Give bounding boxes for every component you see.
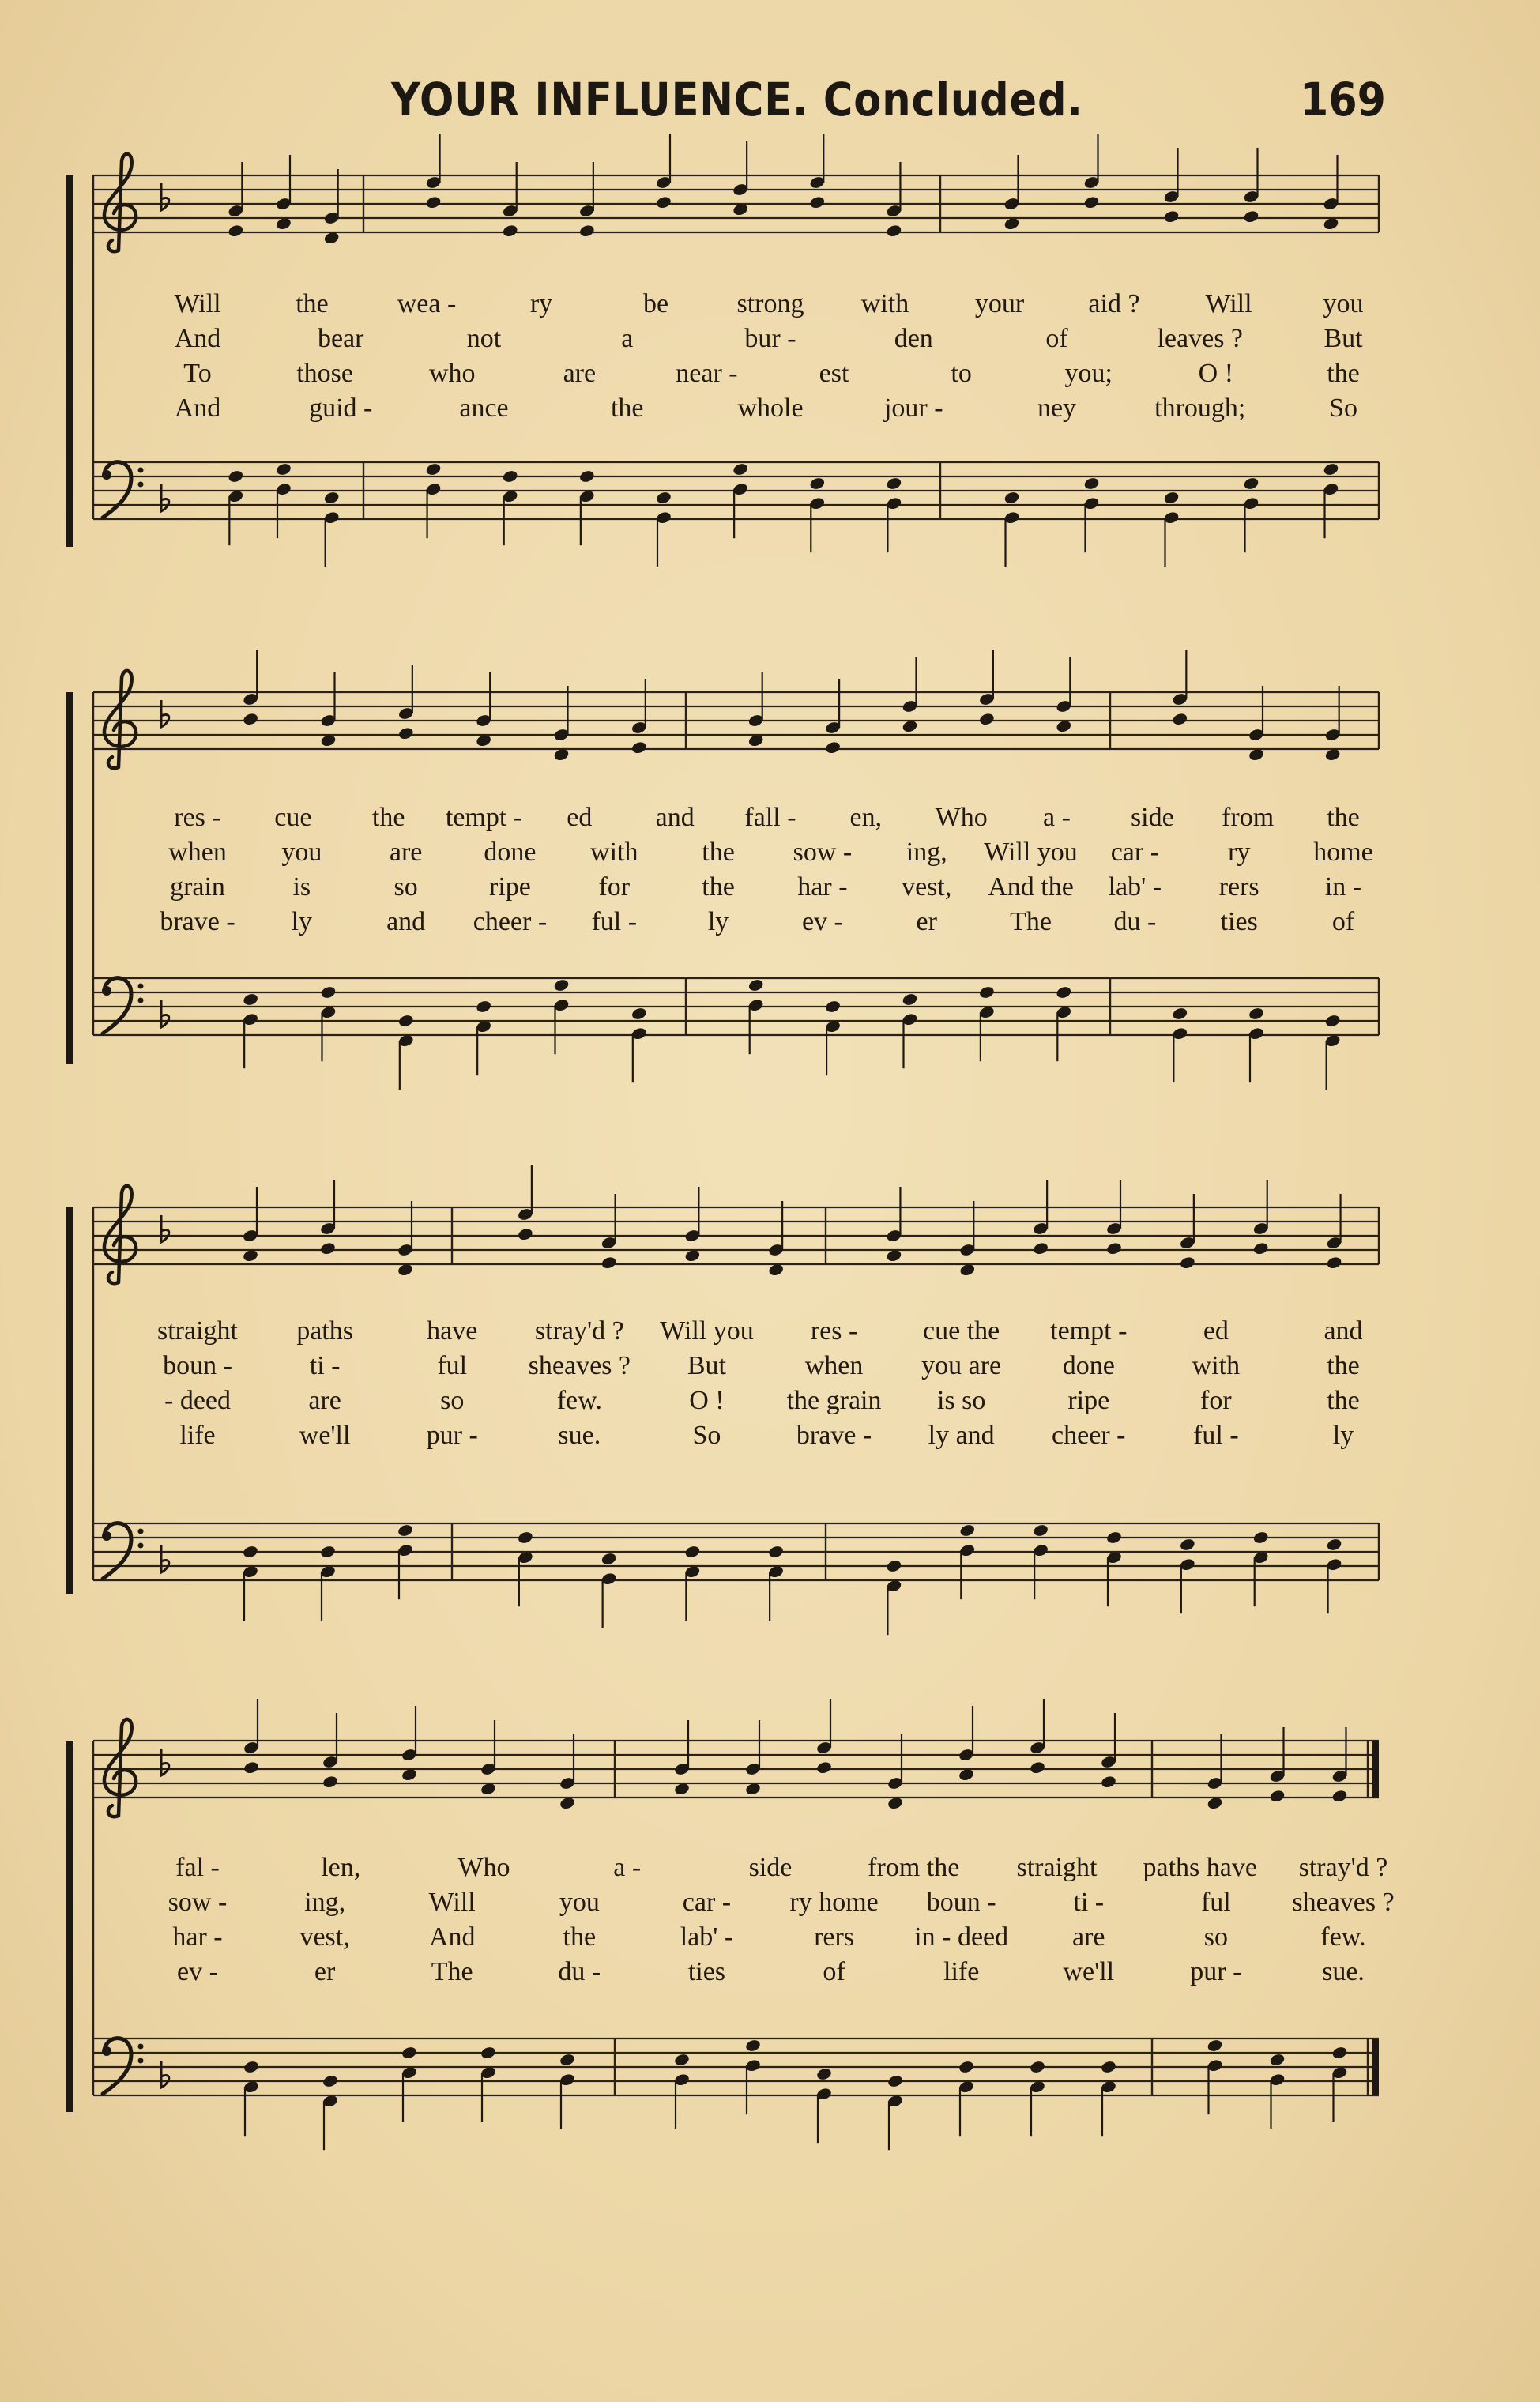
key-signature-flat-icon xyxy=(161,1545,169,1572)
bass-clef-dot xyxy=(138,1543,144,1549)
note-head xyxy=(824,740,841,755)
key-signature-flat-icon xyxy=(161,1749,169,1775)
note-head xyxy=(1326,1256,1342,1270)
lyric-syllable: sow - xyxy=(168,1888,228,1917)
lyric-syllable: the xyxy=(610,393,644,423)
lyric-syllable: vest, xyxy=(902,872,952,902)
lyric-syllable: er xyxy=(314,1957,336,1986)
note-head xyxy=(809,195,826,209)
lyric-syllable: for xyxy=(1200,1386,1232,1415)
page-number: 169 xyxy=(1300,73,1386,126)
note-head xyxy=(1269,1789,1286,1803)
note-head xyxy=(319,1545,336,1559)
lyric-syllable: home xyxy=(1313,838,1373,867)
lyric-syllable: Will you xyxy=(660,1316,754,1346)
lyric-syllable: est xyxy=(819,359,849,388)
note-head xyxy=(1331,1789,1348,1803)
lyric-syllable: whole xyxy=(737,393,804,423)
lyric-syllable: lab' - xyxy=(1108,872,1162,902)
lyric-syllable: the xyxy=(702,872,735,902)
lyric-syllable: ties xyxy=(1220,907,1258,936)
note-head xyxy=(1163,491,1180,505)
key-signature-flat-icon xyxy=(161,2061,169,2088)
note-head xyxy=(732,462,748,476)
lyric-syllable: res - xyxy=(174,803,221,832)
lyric-syllable: is xyxy=(292,872,311,902)
lyric-syllable: ful - xyxy=(1193,1421,1239,1450)
note-head xyxy=(228,224,244,238)
lyric-syllable: sue. xyxy=(558,1421,601,1450)
note-head xyxy=(886,1559,902,1573)
note-head xyxy=(958,2060,974,2074)
lyric-syllable: life xyxy=(179,1421,216,1450)
lyric-syllable: en, xyxy=(849,803,883,832)
note-head xyxy=(275,462,292,476)
lyric-syllable: aid ? xyxy=(1088,289,1140,318)
lyric-syllable: O ! xyxy=(689,1386,725,1415)
lyric-syllable: So xyxy=(1329,393,1357,423)
note-head xyxy=(1083,476,1100,491)
lyric-syllable: ful xyxy=(437,1351,468,1380)
lyric-syllable: Who xyxy=(457,1853,510,1882)
lyric-syllable: paths have xyxy=(1143,1853,1257,1882)
lyric-syllable: side xyxy=(1130,803,1174,832)
lyric-syllable: grain xyxy=(170,872,225,902)
note-head xyxy=(1248,1007,1264,1021)
lyric-syllable: done xyxy=(1062,1351,1115,1380)
lyric-syllable: fall - xyxy=(744,803,796,832)
lyric-syllable: du - xyxy=(1113,907,1157,936)
note-head xyxy=(1032,1523,1049,1538)
lyric-syllable: boun - xyxy=(163,1351,232,1380)
lyric-syllable: those xyxy=(296,359,353,388)
bass-clef-dot xyxy=(102,2046,111,2056)
note-head xyxy=(323,491,340,505)
lyric-syllable: the xyxy=(563,1922,597,1952)
lyric-syllable: side xyxy=(748,1853,793,1882)
note-head xyxy=(601,1256,617,1270)
note-head xyxy=(1331,2046,1348,2060)
lyric-syllable: Will xyxy=(428,1888,476,1917)
key-signature-flat-icon xyxy=(161,183,169,210)
lyric-syllable: ly xyxy=(291,907,313,936)
lyric-syllable: Will xyxy=(174,289,221,318)
lyric-syllable: cheer - xyxy=(1052,1421,1126,1450)
lyric-syllable: bur - xyxy=(744,324,796,353)
note-head xyxy=(887,2074,903,2088)
lyric-syllable: den xyxy=(894,324,933,353)
lyric-syllable: we'll xyxy=(299,1421,351,1450)
lyric-syllable: du - xyxy=(558,1957,601,1986)
lyric-syllable: when xyxy=(168,838,227,867)
lyric-syllable: So xyxy=(692,1421,721,1450)
lyric-syllable: leaves ? xyxy=(1157,324,1244,353)
note-head xyxy=(242,712,258,726)
lyric-syllable: ly xyxy=(1332,1421,1354,1450)
system-bracket xyxy=(66,1741,73,2112)
lyric-syllable: the grain xyxy=(786,1386,882,1415)
bass-clef-dot xyxy=(138,2044,144,2050)
note-head xyxy=(815,1760,832,1775)
lyric-syllable: you xyxy=(281,838,322,867)
note-head xyxy=(559,2053,575,2067)
lyric-syllable: you; xyxy=(1064,359,1113,388)
lyric-syllable: ed xyxy=(1203,1316,1229,1346)
lyric-syllable: ti - xyxy=(309,1351,341,1380)
key-signature-flat-icon xyxy=(161,700,169,727)
lyric-syllable: car - xyxy=(682,1888,732,1917)
lyric-syllable: the xyxy=(1327,359,1360,388)
bass-clef-dot xyxy=(138,2058,144,2064)
key-signature-flat-icon xyxy=(161,484,169,511)
lyric-syllable: cue the xyxy=(923,1316,1000,1346)
lyric-syllable: ful - xyxy=(591,907,638,936)
bass-clef-dot xyxy=(102,470,111,480)
lyric-syllable: sow - xyxy=(793,838,853,867)
lyric-syllable: ney xyxy=(1037,393,1077,423)
lyric-syllable: fal - xyxy=(175,1853,220,1882)
note-head xyxy=(1100,2060,1116,2074)
lyric-syllable: of xyxy=(1331,907,1355,936)
lyric-syllable: few. xyxy=(556,1386,602,1415)
lyric-syllable: your xyxy=(974,289,1025,318)
note-head xyxy=(1105,1241,1122,1256)
page-title: YOUR INFLUENCE. Concluded. xyxy=(391,73,1083,126)
lyric-syllable: ry xyxy=(529,289,553,318)
lyric-syllable: the xyxy=(1327,1351,1360,1380)
lyric-syllable: the xyxy=(371,803,405,832)
lyric-syllable: from the xyxy=(868,1853,960,1882)
lyric-syllable: res - xyxy=(810,1316,858,1346)
note-head xyxy=(1083,195,1100,209)
note-head xyxy=(655,195,672,209)
lyric-syllable: ripe xyxy=(489,872,531,902)
system-bracket xyxy=(66,692,73,1064)
note-head xyxy=(886,224,902,238)
lyric-syllable: rers xyxy=(814,1922,855,1952)
lyric-syllable: and xyxy=(1323,1316,1363,1346)
note-head xyxy=(744,2039,761,2053)
lyric-syllable: be xyxy=(642,289,669,318)
treble-clef-icon xyxy=(104,1719,136,1817)
note-head xyxy=(397,726,414,740)
bass-clef-dot xyxy=(138,998,144,1003)
note-head xyxy=(824,1000,841,1014)
lyric-syllable: ripe xyxy=(1067,1386,1110,1415)
lyric-syllable: ing, xyxy=(304,1888,346,1917)
lyric-syllable: The xyxy=(431,1957,473,1986)
lyric-syllable: so xyxy=(1203,1922,1228,1952)
bass-clef-dot xyxy=(138,468,144,473)
lyric-syllable: and xyxy=(655,803,695,832)
system-bracket xyxy=(66,1207,73,1594)
note-head xyxy=(1032,1241,1049,1256)
note-head xyxy=(517,1530,533,1545)
note-head xyxy=(684,1545,701,1559)
note-head xyxy=(1323,462,1339,476)
lyric-syllable: near - xyxy=(676,359,738,388)
lyric-syllable: not xyxy=(466,324,502,353)
lyric-syllable: Who xyxy=(935,803,988,832)
note-head xyxy=(1029,2060,1045,2074)
lyric-syllable: sheaves ? xyxy=(528,1351,631,1380)
note-head xyxy=(1179,1256,1195,1270)
lyric-syllable: stray'd ? xyxy=(534,1316,624,1346)
lyric-syllable: in - xyxy=(1324,872,1362,902)
lyric-syllable: are xyxy=(308,1386,341,1415)
lyric-syllable: paths xyxy=(296,1316,353,1346)
lyric-syllable: so xyxy=(393,872,418,902)
note-head xyxy=(578,224,595,238)
note-head xyxy=(1243,209,1259,224)
lyric-syllable: er xyxy=(916,907,937,936)
key-signature-flat-icon xyxy=(161,1215,169,1242)
lyric-syllable: cheer - xyxy=(473,907,548,936)
lyric-syllable: lab' - xyxy=(680,1922,734,1952)
lyric-syllable: len, xyxy=(321,1853,361,1882)
note-head xyxy=(747,978,764,992)
lyric-syllable: Will you xyxy=(984,838,1078,867)
lyric-syllable: O ! xyxy=(1198,359,1234,388)
lyric-syllable: are xyxy=(563,359,597,388)
lyric-syllable: sheaves ? xyxy=(1292,1888,1395,1917)
lyric-syllable: in - deed xyxy=(914,1922,1009,1952)
note-head xyxy=(809,476,826,491)
lyric-syllable: you are xyxy=(921,1351,1002,1380)
note-head xyxy=(578,469,595,484)
note-head xyxy=(480,2046,496,2060)
lyric-syllable: for xyxy=(598,872,631,902)
note-head xyxy=(242,1545,258,1559)
note-head xyxy=(631,1007,647,1021)
lyric-syllable: brave - xyxy=(796,1421,872,1450)
lyric-syllable: life xyxy=(943,1957,980,1986)
lyric-syllable: straight xyxy=(1016,1853,1098,1882)
lyric-syllable: the xyxy=(1327,1386,1360,1415)
note-head xyxy=(1324,1014,1341,1028)
note-head xyxy=(815,2067,832,2081)
bass-clef-dot xyxy=(138,1529,144,1534)
treble-clef-icon xyxy=(104,154,136,251)
bass-clef-dot xyxy=(138,482,144,488)
lyric-syllable: with xyxy=(860,289,909,318)
note-head xyxy=(1179,1538,1195,1552)
lyric-syllable: Will xyxy=(1205,289,1252,318)
lyric-syllable: a - xyxy=(1043,803,1071,832)
treble-clef-icon xyxy=(104,671,136,768)
music-notation xyxy=(66,134,1379,2150)
lyric-syllable: To xyxy=(183,359,212,388)
treble-clef-icon xyxy=(104,1186,136,1283)
lyric-syllable: are xyxy=(1072,1922,1105,1952)
lyric-syllable: ry xyxy=(1228,838,1251,867)
note-head xyxy=(517,1227,533,1241)
note-head xyxy=(1326,1538,1342,1552)
note-head xyxy=(475,1000,491,1014)
note-head xyxy=(1163,209,1180,224)
note-head xyxy=(1269,2053,1286,2067)
lyric-syllable: car - xyxy=(1110,838,1160,867)
note-head xyxy=(553,978,570,992)
lyric-syllable: ties xyxy=(687,1957,726,1986)
lyric-syllable: ry home xyxy=(789,1888,879,1917)
lyric-syllable: But xyxy=(687,1351,726,1380)
lyric-syllable: who xyxy=(428,359,476,388)
lyric-syllable: a - xyxy=(613,1853,642,1882)
lyric-syllable: tempt - xyxy=(445,803,523,832)
lyric-syllable: tempt - xyxy=(1050,1316,1128,1346)
note-head xyxy=(322,1775,338,1789)
lyric-syllable: - deed xyxy=(164,1386,232,1415)
lyric-syllable: rers xyxy=(1218,872,1259,902)
lyric-syllable: bear xyxy=(317,324,364,353)
note-head xyxy=(959,1523,976,1538)
note-head xyxy=(673,2053,690,2067)
note-head xyxy=(767,1545,784,1559)
note-head xyxy=(243,2060,259,2074)
bass-clef-dot xyxy=(102,1531,111,1541)
lyric-syllable: with xyxy=(590,838,638,867)
note-head xyxy=(425,462,442,476)
lyric-syllable: straight xyxy=(157,1316,238,1346)
note-head xyxy=(502,224,518,238)
lyric-syllable: stray'd ? xyxy=(1298,1853,1388,1882)
note-head xyxy=(1252,1241,1269,1256)
lyric-syllable: But xyxy=(1323,324,1363,353)
note-head xyxy=(1172,712,1188,726)
bass-clef-dot xyxy=(102,986,111,996)
lyric-syllable: through; xyxy=(1154,393,1246,423)
lyric-syllable: so xyxy=(440,1386,465,1415)
note-head xyxy=(655,491,672,505)
lyric-syllable: with xyxy=(1192,1351,1241,1380)
lyric-syllable: we'll xyxy=(1063,1957,1115,1986)
lyric-syllable: you xyxy=(1323,289,1364,318)
lyric-syllable: are xyxy=(389,838,423,867)
lyric-syllable: the xyxy=(702,838,735,867)
note-head xyxy=(902,992,918,1007)
note-head xyxy=(1172,1007,1188,1021)
lyric-syllable: strong xyxy=(736,289,804,318)
lyric-syllable: And xyxy=(174,324,221,353)
note-head xyxy=(243,1760,259,1775)
lyric-syllable: pur - xyxy=(1190,1957,1242,1986)
lyric-syllable: of xyxy=(1045,324,1068,353)
lyric-syllable: vest, xyxy=(299,1922,350,1952)
system-bracket xyxy=(66,175,73,547)
lyric-syllable: wea - xyxy=(397,289,457,318)
note-head xyxy=(978,712,995,726)
lyric-syllable: the xyxy=(296,289,329,318)
lyric-syllable: done xyxy=(484,838,537,867)
lyric-syllable: boun - xyxy=(926,1888,996,1917)
note-head xyxy=(1100,1775,1116,1789)
lyric-syllable: ly xyxy=(707,907,729,936)
note-head xyxy=(320,985,337,1000)
note-head xyxy=(1003,491,1020,505)
final-barline-thick xyxy=(1372,1741,1379,1798)
note-head xyxy=(425,195,442,209)
bass-clef-dot xyxy=(138,984,144,989)
note-head xyxy=(978,985,995,1000)
note-head xyxy=(1243,476,1259,491)
lyric-syllable: guid - xyxy=(309,393,373,423)
note-head xyxy=(1056,985,1072,1000)
lyric-syllable: har - xyxy=(797,872,848,902)
lyric-syllable: ev - xyxy=(177,1957,218,1986)
final-barline-thick xyxy=(1372,2039,1379,2095)
note-head xyxy=(319,1241,336,1256)
lyric-syllable: to xyxy=(951,359,972,388)
note-head xyxy=(502,469,518,484)
lyric-syllable: ful xyxy=(1200,1888,1231,1917)
lyric-syllable: and xyxy=(386,907,426,936)
lyric-syllable: the xyxy=(1327,803,1360,832)
lyric-syllable: a xyxy=(621,324,634,353)
lyric-syllable: you xyxy=(559,1888,600,1917)
note-head xyxy=(401,2046,417,2060)
lyric-syllable: And xyxy=(428,1922,476,1952)
note-head xyxy=(397,1014,414,1028)
lyric-syllable: cue xyxy=(274,803,312,832)
note-head xyxy=(228,469,244,484)
lyric-syllable: have xyxy=(427,1316,478,1346)
note-head xyxy=(397,1523,413,1538)
note-head xyxy=(1252,1530,1269,1545)
lyric-syllable: brave - xyxy=(160,907,235,936)
lyric-syllable: ev - xyxy=(801,907,843,936)
lyric-syllable: ance xyxy=(459,393,509,423)
lyric-syllable: ti - xyxy=(1073,1888,1105,1917)
note-head xyxy=(1207,2039,1223,2053)
note-head xyxy=(1105,1530,1122,1545)
lyric-syllable: pur - xyxy=(426,1421,478,1450)
lyric-syllable: And xyxy=(174,393,221,423)
lyric-syllable: jour - xyxy=(883,393,943,423)
key-signature-flat-icon xyxy=(161,1000,169,1027)
lyric-syllable: ly and xyxy=(928,1421,995,1450)
note-head xyxy=(1029,1760,1045,1775)
lyric-syllable: from xyxy=(1222,803,1275,832)
note-head xyxy=(886,476,902,491)
note-head xyxy=(601,1552,617,1566)
lyric-syllable: is so xyxy=(936,1386,986,1415)
lyric-syllable: of xyxy=(823,1957,845,1986)
lyric-syllable: And the xyxy=(988,872,1074,902)
lyric-syllable: The xyxy=(1010,907,1052,936)
lyric-syllable: few. xyxy=(1320,1922,1366,1952)
lyric-syllable: ing, xyxy=(906,838,947,867)
lyric-syllable: when xyxy=(804,1351,864,1380)
note-head xyxy=(631,740,647,755)
note-head xyxy=(322,2074,338,2088)
lyric-syllable: sue. xyxy=(1322,1957,1365,1986)
note-head xyxy=(242,992,258,1007)
lyric-syllable: ed xyxy=(567,803,593,832)
lyric-syllable: har - xyxy=(172,1922,223,1952)
